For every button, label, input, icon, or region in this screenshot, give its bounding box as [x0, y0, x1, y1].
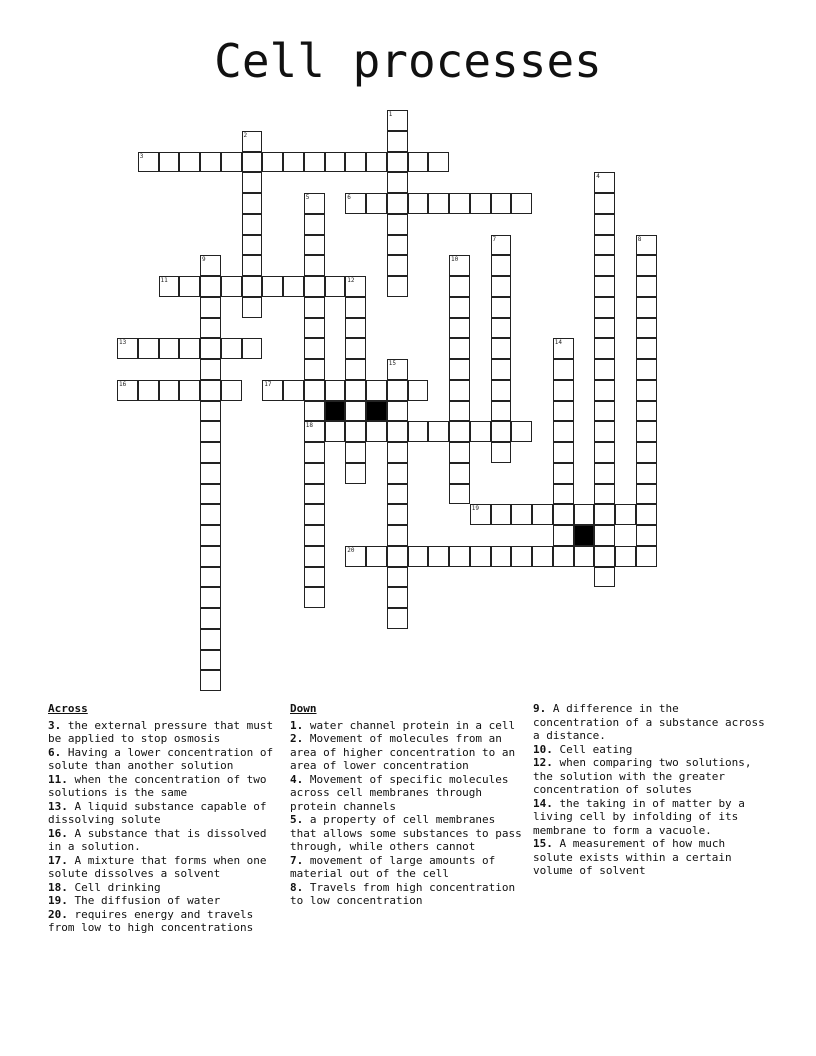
down-clue [290, 773, 522, 814]
crossword-cell[interactable] [594, 442, 615, 463]
crossword-cell[interactable] [491, 504, 512, 525]
crossword-cell[interactable] [449, 421, 470, 442]
down-clue [533, 702, 765, 743]
down-clue [290, 881, 522, 908]
clue-number: 1 [388, 111, 393, 118]
crossword-cell[interactable] [387, 421, 408, 442]
down-clue [533, 756, 765, 797]
across-clue [48, 827, 280, 854]
crossword-cell[interactable] [200, 525, 221, 546]
clue-number: 13 [119, 339, 127, 347]
across-clue [48, 773, 280, 800]
crossword-black-square [574, 525, 595, 546]
crossword-cell[interactable] [221, 152, 242, 173]
crossword-cell[interactable] [491, 338, 512, 359]
crossword-cell[interactable] [345, 318, 366, 339]
down-clue [290, 732, 522, 773]
crossword-cell[interactable] [553, 484, 574, 505]
crossword-cell[interactable] [532, 504, 553, 525]
crossword-cell[interactable] [304, 525, 325, 546]
crossword-cell[interactable] [304, 546, 325, 567]
crossword-cell[interactable] [387, 172, 408, 193]
crossword-cell[interactable] [615, 504, 636, 525]
across-clue [48, 908, 280, 935]
crossword-cell[interactable] [304, 463, 325, 484]
crossword-cell[interactable] [491, 276, 512, 297]
crossword-cell[interactable] [304, 152, 325, 173]
crossword-cell[interactable] [242, 297, 263, 318]
clue-text: Travels from high concentration to low concentration [290, 880, 516, 907]
crossword-cell[interactable] [553, 463, 574, 484]
clue-number-label: 7. [290, 853, 304, 867]
crossword-cell[interactable] [491, 297, 512, 318]
clue-text: the taking in of matter by a living cell by infolding of its membrane to form a vacuole. [533, 796, 745, 837]
crossword-cell[interactable] [636, 484, 657, 505]
crossword-cell[interactable] [449, 297, 470, 318]
clue-text: Cell drinking [67, 880, 161, 894]
crossword-cell[interactable] [594, 421, 615, 442]
clue-text: the external pressure that must be applied to stop osmosis [48, 718, 274, 745]
crossword-cell[interactable] [200, 504, 221, 525]
down-clue [533, 797, 765, 838]
clue-number-label: 18. [48, 880, 68, 894]
clue-text: movement of large amounts of material out of the cell [290, 853, 496, 880]
crossword-cell[interactable] [200, 338, 221, 359]
crossword-cell[interactable] [594, 463, 615, 484]
crossword-cell[interactable] [325, 276, 346, 297]
crossword-cell[interactable] [491, 401, 512, 422]
crossword-cell[interactable] [636, 255, 657, 276]
crossword-cell[interactable] [553, 359, 574, 380]
crossword-cell[interactable] [636, 297, 657, 318]
crossword-cell[interactable] [553, 504, 574, 525]
clue-number: 6 [347, 194, 351, 201]
across-clue [48, 854, 280, 881]
crossword-cell[interactable] [449, 318, 470, 339]
crossword-cell[interactable] [491, 421, 512, 442]
crossword-cell[interactable] [470, 193, 491, 214]
crossword-cell[interactable] [304, 255, 325, 276]
crossword-cell[interactable] [304, 318, 325, 339]
crossword-cell[interactable] [532, 546, 553, 567]
crossword-cell[interactable] [179, 152, 200, 173]
crossword-cell[interactable] [242, 214, 263, 235]
clue-number-label: 13. [48, 799, 68, 813]
crossword-cell[interactable] [304, 276, 325, 297]
crossword-cell[interactable] [553, 380, 574, 401]
crossword-cell[interactable] [408, 421, 429, 442]
crossword-cell[interactable] [179, 380, 200, 401]
crossword-cell[interactable] [387, 255, 408, 276]
crossword-cell[interactable] [491, 442, 512, 463]
down-clue [533, 837, 765, 878]
crossword-cell[interactable] [594, 214, 615, 235]
crossword-cell[interactable] [200, 546, 221, 567]
clue-number-label: 15. [533, 837, 553, 850]
crossword-cell[interactable] [242, 152, 263, 173]
crossword-cell[interactable] [491, 380, 512, 401]
crossword-cell[interactable] [200, 276, 221, 297]
clue-text: requires energy and travels from low to high concentrations [48, 907, 254, 934]
crossword-cell[interactable] [387, 401, 408, 422]
crossword-cell[interactable] [387, 546, 408, 567]
crossword-cell[interactable] [594, 235, 615, 256]
clue-number: 20 [347, 546, 355, 554]
crossword-cell[interactable] [449, 546, 470, 567]
crossword-cell[interactable] [636, 380, 657, 401]
clue-number-label: 12. [533, 756, 553, 769]
crossword-cell[interactable] [283, 152, 304, 173]
crossword-cell[interactable] [449, 463, 470, 484]
page-title: Cell processes [214, 34, 602, 88]
crossword-cell[interactable] [449, 401, 470, 422]
crossword-cell[interactable] [304, 587, 325, 608]
crossword-cell[interactable] [242, 338, 263, 359]
crossword-cell[interactable] [325, 152, 346, 173]
crossword-cell[interactable] [304, 235, 325, 256]
clue-text: when comparing two solutions, the solution with the greater concentration of solutes [533, 756, 752, 796]
crossword-cell[interactable] [449, 193, 470, 214]
crossword-cell[interactable] [242, 276, 263, 297]
crossword-cell[interactable] [511, 421, 532, 442]
crossword-cell[interactable] [574, 546, 595, 567]
crossword-cell[interactable] [449, 276, 470, 297]
crossword-cell[interactable] [594, 193, 615, 214]
crossword-cell[interactable] [366, 380, 387, 401]
crossword-cell[interactable] [387, 525, 408, 546]
crossword-cell[interactable] [366, 421, 387, 442]
crossword-cell[interactable] [594, 504, 615, 525]
clue-text: A difference in the concentration of a substance across a distance. [533, 702, 765, 742]
crossword-cell[interactable] [345, 401, 366, 422]
crossword-cell[interactable] [304, 484, 325, 505]
crossword-cell[interactable] [636, 318, 657, 339]
clue-number-label: 14. [533, 796, 553, 810]
crossword-cell[interactable] [242, 193, 263, 214]
crossword-black-square [325, 401, 346, 422]
crossword-cell[interactable] [594, 318, 615, 339]
clue-number-label: 16. [48, 826, 68, 840]
clue-number: 3 [139, 152, 144, 160]
across-clue [48, 894, 280, 908]
across-clue [48, 746, 280, 773]
crossword-cell[interactable] [636, 504, 657, 525]
crossword-cell[interactable] [553, 442, 574, 463]
clue-text: Having a lower concentration of solute than another solution [48, 745, 274, 772]
crossword-cell[interactable] [470, 546, 491, 567]
crossword-cell[interactable] [491, 546, 512, 567]
crossword-cell[interactable] [179, 338, 200, 359]
clue-number-label: 8. [290, 880, 304, 894]
crossword-cell[interactable] [615, 546, 636, 567]
crossword-cell[interactable] [428, 152, 449, 173]
crossword-cell[interactable] [387, 442, 408, 463]
crossword-cell[interactable] [449, 380, 470, 401]
clue-number-label: 20. [48, 907, 68, 921]
crossword-cell[interactable] [553, 421, 574, 442]
clue-text: Movement of molecules from an area of higher concentration to an area of lower concentration [290, 732, 516, 772]
crossword-cell[interactable] [428, 546, 449, 567]
crossword-cell[interactable] [366, 152, 387, 173]
crossword-cell[interactable] [636, 463, 657, 484]
clue-number: 4 [596, 173, 600, 181]
crossword-cell[interactable] [262, 152, 283, 173]
crossword-cell[interactable] [304, 214, 325, 235]
crossword-cell[interactable] [387, 152, 408, 173]
clue-number-label: 6. [48, 745, 62, 759]
crossword-cell[interactable] [408, 380, 429, 401]
crossword-cell[interactable] [200, 442, 221, 463]
crossword-cell[interactable] [594, 359, 615, 380]
crossword-cell[interactable] [200, 463, 221, 484]
crossword-cell[interactable] [449, 484, 470, 505]
clue-number-label: 4. [290, 772, 304, 786]
crossword-cell[interactable] [387, 214, 408, 235]
crossword-cell[interactable] [200, 650, 221, 671]
crossword-cell[interactable] [345, 152, 366, 173]
crossword-cell[interactable] [387, 504, 408, 525]
clue-text: when the concentration of two solutions is the same [48, 772, 267, 799]
crossword-cell[interactable] [553, 525, 574, 546]
crossword-cell[interactable] [366, 546, 387, 567]
crossword-cell[interactable] [221, 338, 242, 359]
crossword-cell[interactable] [387, 463, 408, 484]
clue-number-label: 1. [290, 718, 304, 732]
clue-number: 8 [637, 235, 642, 243]
crossword-cell[interactable] [366, 193, 387, 214]
crossword-cell[interactable] [428, 193, 449, 214]
crossword-cell[interactable] [325, 380, 346, 401]
crossword-cell[interactable] [200, 670, 221, 691]
crossword-cell[interactable] [200, 152, 221, 173]
crossword-cell[interactable] [387, 276, 408, 297]
crossword-cell[interactable] [636, 401, 657, 422]
crossword-cell[interactable] [200, 484, 221, 505]
crossword-cell[interactable] [221, 380, 242, 401]
crossword-cell[interactable] [345, 442, 366, 463]
crossword-cell[interactable] [304, 297, 325, 318]
crossword-cell[interactable] [345, 380, 366, 401]
crossword-cell[interactable] [262, 276, 283, 297]
clue-number: 11 [160, 277, 168, 284]
clue-number: 17 [264, 380, 272, 388]
crossword-cell[interactable] [200, 318, 221, 339]
crossword-cell[interactable] [594, 567, 615, 588]
down-clue [533, 743, 765, 757]
down-clues-column-2 [533, 702, 765, 878]
crossword-cell[interactable] [594, 255, 615, 276]
crossword-cell[interactable] [511, 546, 532, 567]
clue-text: A liquid substance capable of dissolving solute [48, 799, 267, 826]
crossword-cell[interactable] [200, 629, 221, 650]
crossword-cell[interactable] [159, 338, 180, 359]
crossword-cell[interactable] [200, 608, 221, 629]
crossword-cell[interactable] [304, 401, 325, 422]
across-clue [48, 800, 280, 827]
crossword-cell[interactable] [200, 359, 221, 380]
crossword-cell[interactable] [408, 152, 429, 173]
crossword-cell[interactable] [325, 421, 346, 442]
crossword-cell[interactable] [574, 504, 595, 525]
crossword-cell[interactable] [553, 401, 574, 422]
across-clue-list [48, 719, 280, 935]
crossword-cell[interactable] [387, 484, 408, 505]
crossword-cell[interactable] [636, 546, 657, 567]
clue-number: 10 [451, 256, 459, 264]
crossword-cell[interactable] [594, 276, 615, 297]
crossword-cell[interactable] [179, 276, 200, 297]
crossword-cell[interactable] [553, 546, 574, 567]
crossword-cell[interactable] [345, 463, 366, 484]
crossword-cell[interactable] [387, 567, 408, 588]
crossword-cell[interactable] [491, 318, 512, 339]
crossword-cell[interactable] [304, 504, 325, 525]
down-clue-list-continued [533, 702, 765, 878]
crossword-cell[interactable] [636, 359, 657, 380]
crossword-cell[interactable] [636, 442, 657, 463]
down-clue [290, 813, 522, 854]
down-clue-list [290, 719, 522, 908]
crossword-cell[interactable] [511, 504, 532, 525]
crossword-cell[interactable] [491, 359, 512, 380]
crossword-cell[interactable] [470, 421, 491, 442]
crossword-cell[interactable] [636, 421, 657, 442]
clue-text: a property of cell membranes that allows some substances to pass through, while others cannot [290, 813, 522, 853]
crossword-cell[interactable] [636, 525, 657, 546]
clue-text: A measurement of how much solute exists within a certain volume of solvent [533, 837, 732, 877]
across-clues [48, 702, 280, 935]
crossword-cell[interactable] [138, 338, 159, 359]
crossword-cell[interactable] [449, 442, 470, 463]
crossword-cell[interactable] [242, 235, 263, 256]
crossword-cell[interactable] [159, 380, 180, 401]
crossword-cell[interactable] [304, 338, 325, 359]
crossword-cell[interactable] [594, 380, 615, 401]
crossword-cell[interactable] [200, 587, 221, 608]
clue-number: 7 [492, 235, 497, 243]
crossword-cell[interactable] [636, 276, 657, 297]
across-clue [48, 881, 280, 895]
crossword-cell[interactable] [491, 193, 512, 214]
crossword-cell[interactable] [387, 587, 408, 608]
crossword-cell[interactable] [449, 338, 470, 359]
crossword-cell[interactable] [242, 255, 263, 276]
crossword-cell[interactable] [387, 193, 408, 214]
clue-number: 2 [243, 131, 248, 139]
crossword-cell[interactable] [304, 567, 325, 588]
clue-number-label: 3. [48, 718, 62, 732]
clue-text: water channel protein in a cell [303, 718, 516, 732]
crossword-cell[interactable] [345, 297, 366, 318]
crossword-cell[interactable] [387, 380, 408, 401]
crossword-cell[interactable] [283, 380, 304, 401]
clue-number: 5 [305, 194, 310, 201]
clue-text: A substance that is dissolved in a solution. [48, 826, 267, 853]
crossword-cell[interactable] [345, 338, 366, 359]
clue-number-label: 19. [48, 894, 68, 907]
crossword-cell[interactable] [594, 546, 615, 567]
crossword-cell[interactable] [200, 567, 221, 588]
across-clue [48, 719, 280, 746]
crossword-cell[interactable] [200, 380, 221, 401]
clue-number-label: 2. [290, 732, 304, 745]
clue-number: 18 [305, 422, 313, 430]
down-heading: Down [290, 702, 317, 715]
crossword-cell[interactable] [594, 484, 615, 505]
clue-number-label: 9. [533, 702, 547, 715]
crossword-cell[interactable] [594, 401, 615, 422]
crossword-cell[interactable] [408, 193, 429, 214]
clue-number: 15 [388, 360, 396, 367]
crossword-cell[interactable] [138, 380, 159, 401]
crossword-cell[interactable] [408, 546, 429, 567]
crossword-cell[interactable] [428, 421, 449, 442]
crossword-cell[interactable] [636, 338, 657, 359]
clue-number: 12 [347, 277, 355, 284]
clue-number-label: 17. [48, 853, 68, 867]
crossword-cell[interactable] [449, 359, 470, 380]
clue-number: 14 [554, 339, 562, 347]
crossword-cell[interactable] [594, 525, 615, 546]
crossword-cell[interactable] [345, 421, 366, 442]
crossword-cell[interactable] [221, 276, 242, 297]
down-clue [290, 719, 522, 733]
crossword-cell[interactable] [159, 152, 180, 173]
crossword-cell[interactable] [345, 359, 366, 380]
crossword-cell[interactable] [200, 297, 221, 318]
crossword-black-square [366, 401, 387, 422]
clue-number: 9 [202, 256, 206, 264]
clue-text: Movement of specific molecules across cell membranes through protein channels [290, 772, 509, 813]
crossword-cell[interactable] [511, 193, 532, 214]
clue-number-label: 10. [533, 742, 553, 756]
clue-text: The diffusion of water [67, 894, 221, 907]
clue-number: 16 [119, 380, 127, 388]
clue-number: 19 [471, 505, 479, 513]
crossword-cell[interactable] [200, 401, 221, 422]
clue-number-label: 5. [290, 813, 304, 826]
across-heading: Across [48, 702, 88, 715]
clue-text: Cell eating [552, 742, 633, 756]
clue-number-label: 11. [48, 772, 68, 786]
crossword-cell[interactable] [387, 131, 408, 152]
crossword-cell[interactable] [491, 255, 512, 276]
crossword-cell[interactable] [200, 421, 221, 442]
crossword-cell[interactable] [304, 442, 325, 463]
crossword-cell[interactable] [594, 338, 615, 359]
crossword-cell[interactable] [242, 172, 263, 193]
crossword-cell[interactable] [387, 235, 408, 256]
crossword-cell[interactable] [283, 276, 304, 297]
crossword-cell[interactable] [387, 608, 408, 629]
crossword-cell[interactable] [594, 297, 615, 318]
down-clue [290, 854, 522, 881]
crossword-cell[interactable] [304, 380, 325, 401]
down-clues-column-1 [290, 702, 522, 908]
clue-text: A mixture that forms when one solute dissolves a solvent [48, 853, 267, 880]
crossword-cell[interactable] [304, 359, 325, 380]
